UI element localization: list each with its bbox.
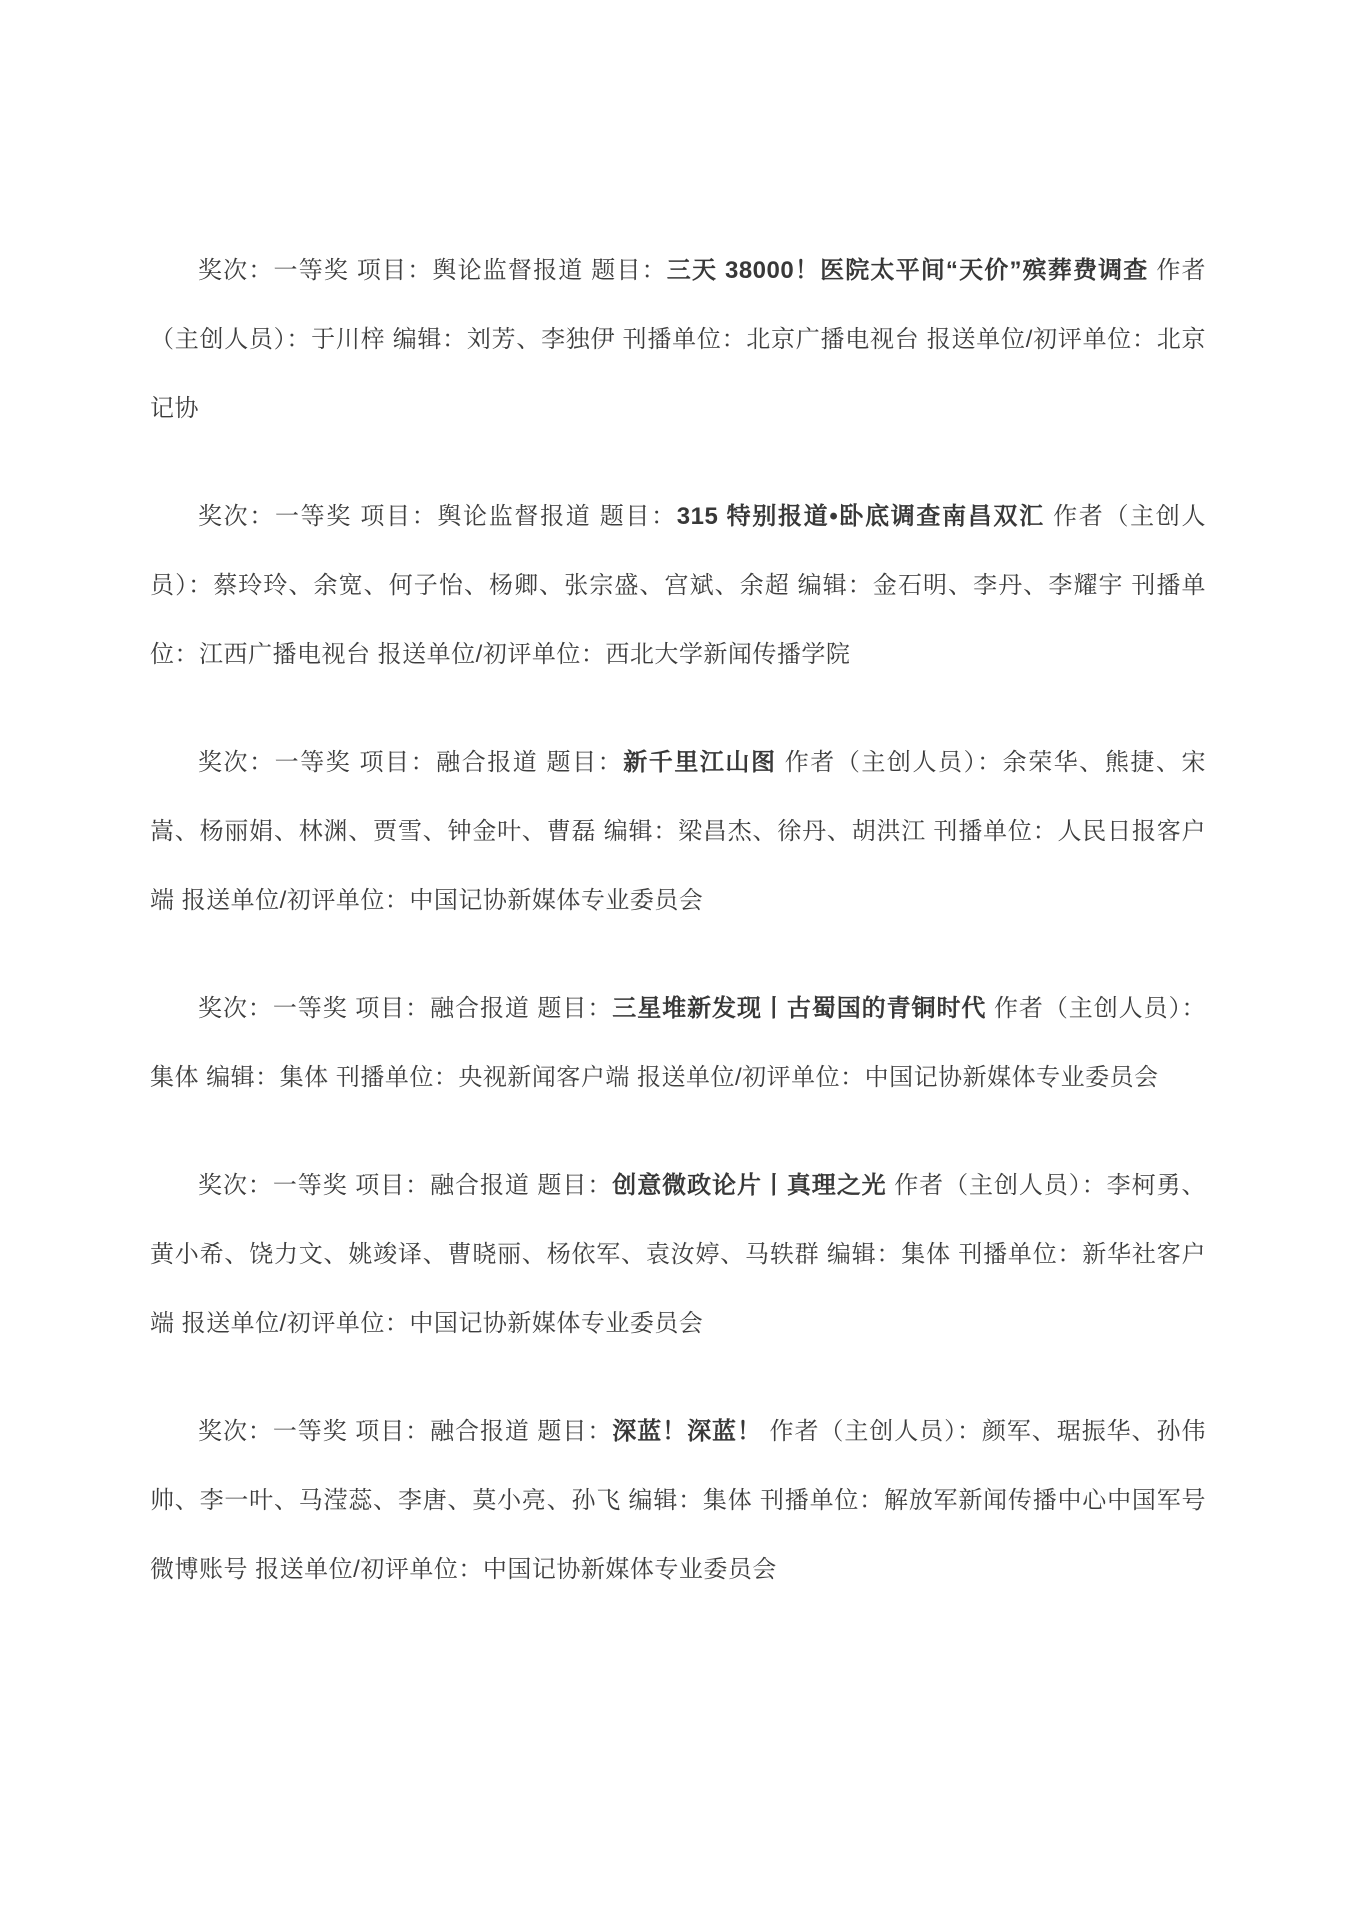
entry-details: 作者（主创人员）：蔡玲玲、余宽、何子怡、杨卿、张宗盛、宫斌、余超 编辑：金石明、李丹、李耀宇 刊播单位：江西广播电视台 报送单位/初评单位：西北大学新闻传播学院: [150, 503, 1206, 668]
award-entry: [150, 728, 1206, 935]
entry-meta: 奖次：一等奖 项目：舆论监督报道 题目：: [198, 503, 677, 530]
award-entry: [150, 1397, 1206, 1604]
award-entry: [150, 1151, 1206, 1358]
entry-details: 作者（主创人员）：余荣华、熊捷、宋嵩、杨丽娟、林渊、贾雪、钟金叶、曹磊 编辑：梁昌杰、徐丹、胡洪江 刊播单位：人民日报客户端 报送单位/初评单位：中国记协新媒体专业委员会: [150, 749, 1207, 914]
entry-meta: 奖次：一等奖 项目：融合报道 题目：: [198, 995, 613, 1022]
entry-title: 创意微政论片丨真理之光: [612, 1172, 887, 1199]
entry-details: 作者（主创人员）：于川梓 编辑：刘芳、李独伊 刊播单位：北京广播电视台 报送单位/初评单位：北京记协: [150, 257, 1206, 422]
entry-details: 作者（主创人员）：李柯勇、黄小希、饶力文、姚竣译、曹晓丽、杨依军、袁汝婷、马轶群 编辑：集体 刊播单位：新华社客户端 报送单位/初评单位：中国记协新媒体专业委员会: [150, 1172, 1206, 1337]
entry-title: 三天 38000！医院太平间“天价”殡葬费调查: [666, 257, 1149, 284]
award-list: [150, 236, 1206, 1604]
award-entry: [150, 482, 1206, 689]
entry-details: 作者（主创人员）：颜军、琚振华、孙伟帅、李一叶、马滢蕊、李唐、莫小亮、孙飞 编辑：集体 刊播单位：解放军新闻传播中心中国军号微博账号 报送单位/初评单位：中国记协新媒体专业委员会: [150, 1418, 1206, 1583]
entry-title: 新千里江山图: [623, 749, 777, 776]
award-entry: [150, 236, 1206, 443]
entry-title: 三星堆新发现丨古蜀国的青铜时代: [612, 995, 987, 1022]
entry-meta: 奖次：一等奖 项目：舆论监督报道 题目：: [198, 257, 667, 284]
entry-title: 315 特别报道•卧底调查南昌双汇: [676, 503, 1045, 530]
entry-meta: 奖次：一等奖 项目：融合报道 题目：: [198, 1172, 613, 1199]
entry-meta: 奖次：一等奖 项目：融合报道 题目：: [198, 749, 624, 776]
entry-details: 作者（主创人员）：集体 编辑：集体 刊播单位：央视新闻客户端 报送单位/初评单位：中国记协新媒体专业委员会: [150, 995, 1207, 1091]
entry-meta: 奖次：一等奖 项目：融合报道 题目：: [198, 1418, 613, 1445]
entry-title: 深蓝！深蓝！: [612, 1418, 762, 1445]
award-entry: [150, 974, 1206, 1112]
